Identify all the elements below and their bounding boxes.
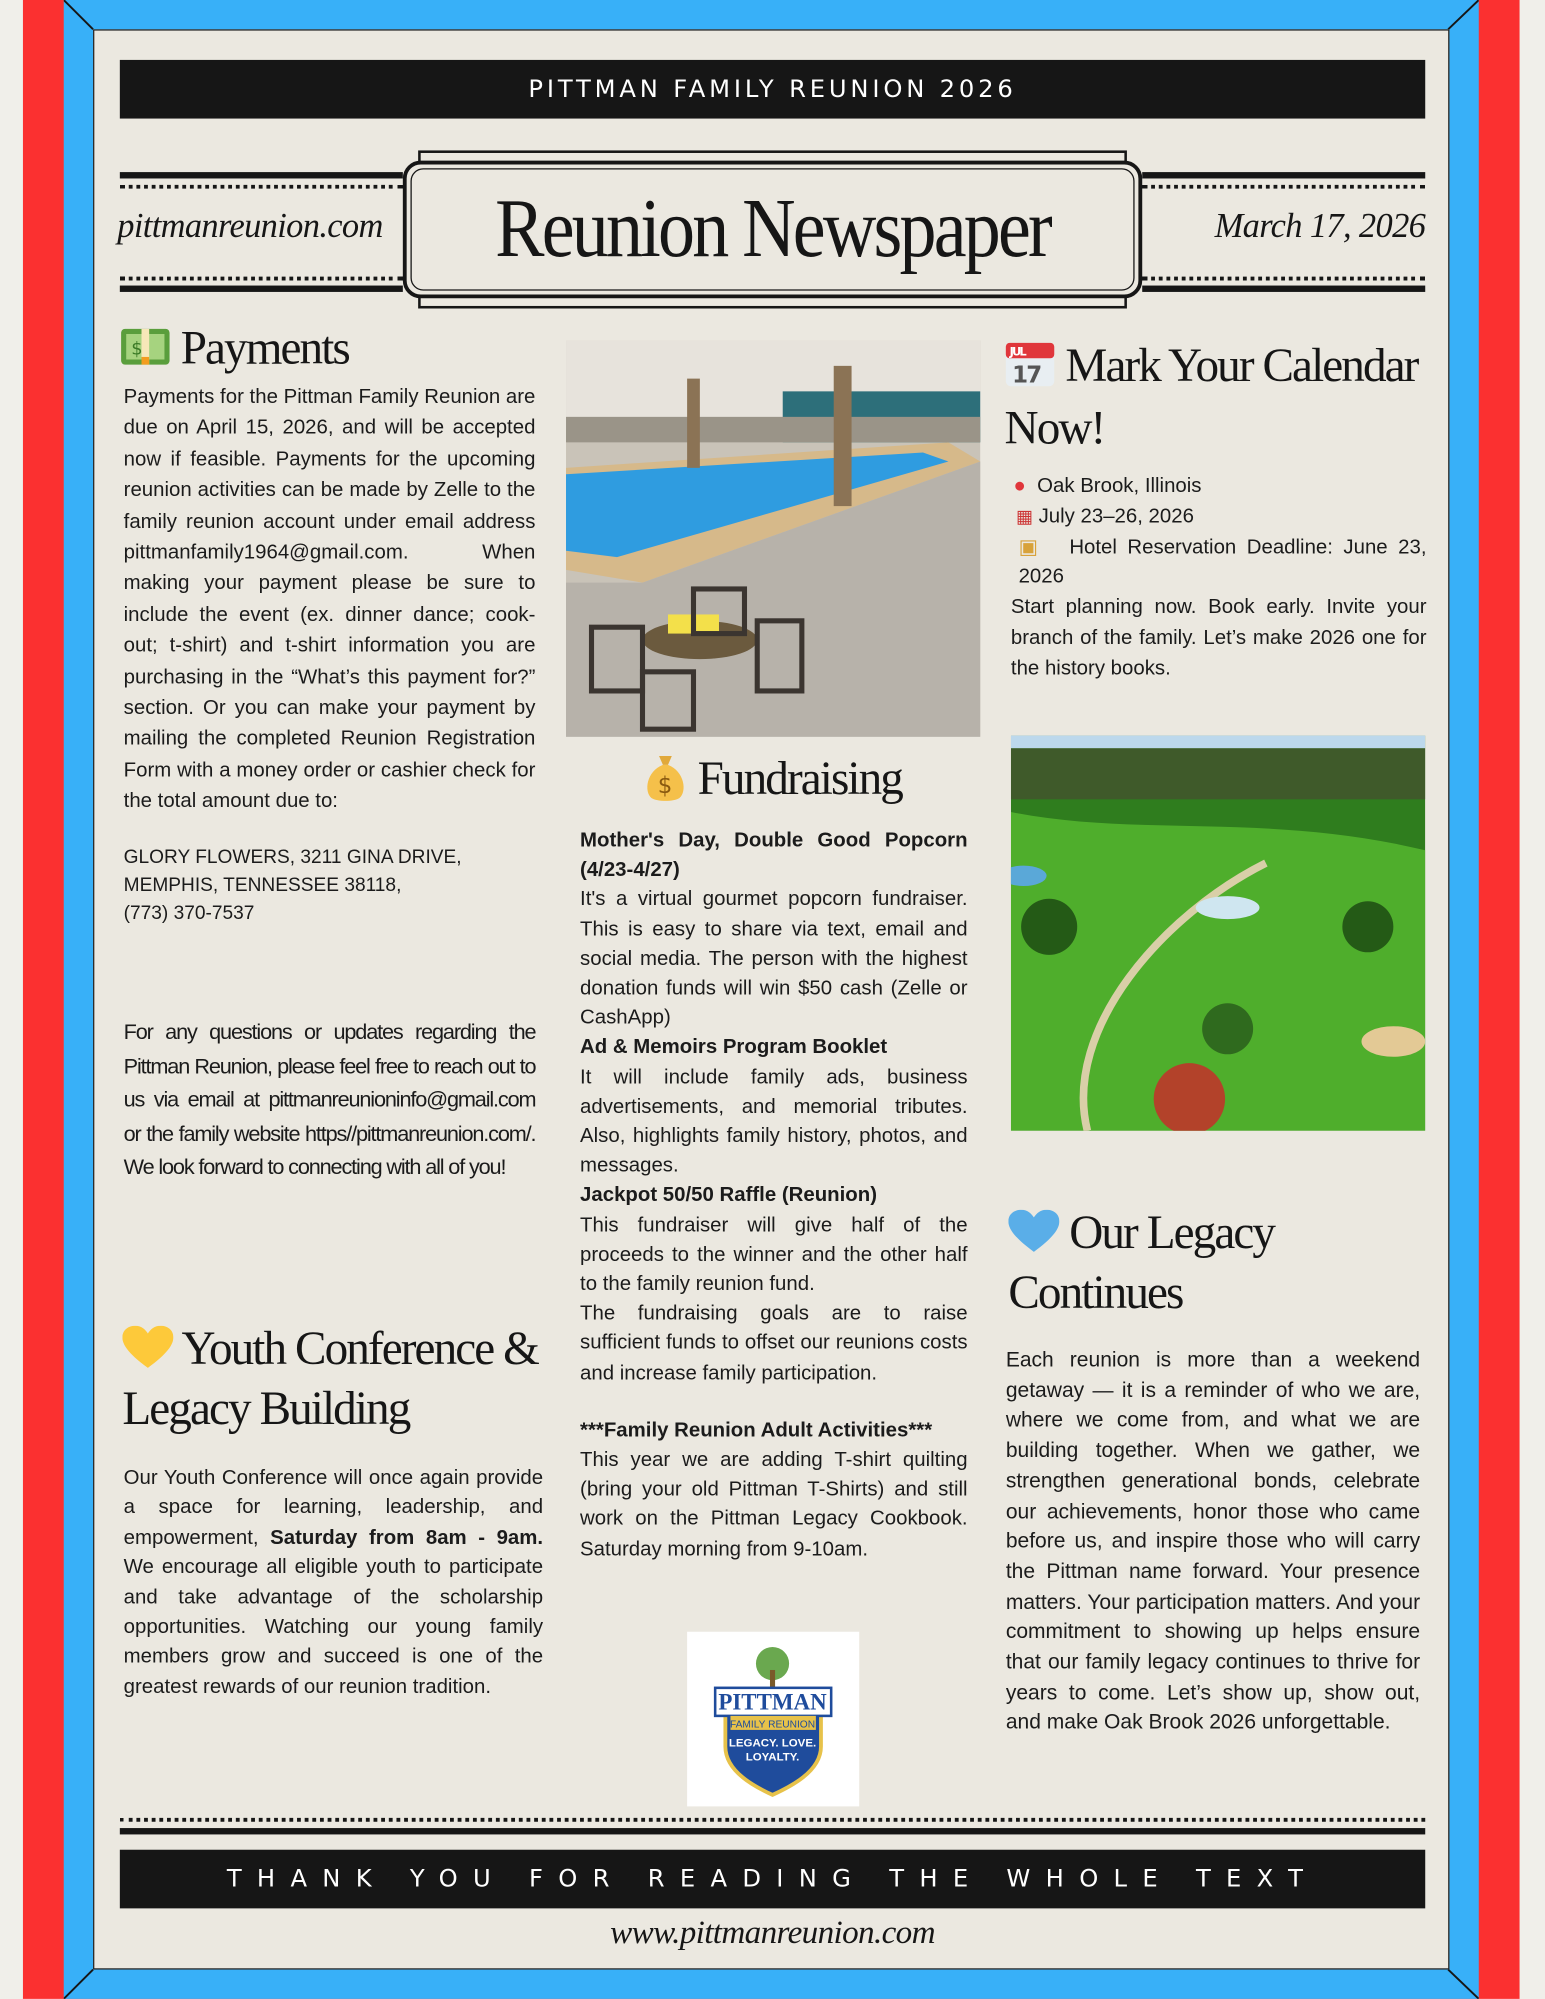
svg-text:$: $	[658, 772, 672, 799]
logo-name: PITTMAN	[718, 1689, 827, 1715]
dates: ▦ July 23–26, 2026	[1016, 505, 1194, 528]
fundraising-body: Mother's Day, Double Good Popcorn (4/23-4/27) It's a virtual gourmet popcorn fundraiser. This is easy to share via text, email and social media. The person with the highest donation funds will win $50 cash (Zelle or CashApp) Ad & Memoirs Program Booklet It will include family ads, business advertisements, and memorial tributes. Also, highlights family history, photos, and messages. Jackpot 50/50 Raffle (Reunion) This fundraiser will give half of the proceeds to the winner and the other half to the family reunion fund. The fundraising goals are to raise sufficient funds to offset our reunions costs and increase family participation. ***Family Reunion Adult Activities*** This year we are adding T-shirt quilting (bring your old Pittman T-Shirts) and still work on the Pittman Legacy Cookbook. Saturday morning from 9-10am.	[580, 829, 968, 1560]
divider	[120, 1818, 1425, 1822]
top-banner: PITTMAN FAMILY REUNION 2026	[120, 60, 1425, 119]
divider	[120, 1828, 1425, 1834]
divider	[120, 185, 403, 189]
divider	[1142, 277, 1425, 281]
divider	[120, 172, 403, 178]
svg-text:FAMILY REUNION: FAMILY REUNION	[729, 1719, 816, 1731]
payments-heading: $ Payments	[120, 321, 349, 380]
footer-banner: THANK YOU FOR READING THE WHOLE TEXT	[120, 1850, 1425, 1909]
payments-body: Payments for the Pittman Family Reunion are due on April 15, 2026, and will be accepted now if feasible. Payments for the upcoming reunion activities can be made by Zelle to the family reunion account under email address pittmanfamily1964@gmail.com. When making your payment please be sure to include the event (ex. dinner dance; cook-out; t-shirt) and t-shirt information you are purchasing in the “What’s this payment for?” section. Or you can make your payment by mailing the completed Reunion Registration Form with a money order or cashier check for the total amount due to: GLORY FLOWERS, 3211 GINA DRIVE, MEMPHIS, TENNESSEE 38118, (773) 370-7537	[123, 386, 536, 924]
divider	[120, 286, 403, 292]
calendar-small-icon: ▦	[1016, 505, 1033, 527]
masthead	[403, 150, 1142, 308]
svg-text:$: $	[131, 338, 141, 360]
fundraising-heading: $ Fundraising	[566, 752, 980, 814]
divider	[120, 277, 403, 281]
svg-text:LOYALTY.: LOYALTY.	[745, 1751, 800, 1764]
money-bag-icon	[644, 753, 687, 814]
hotel-icon: ▣	[1018, 536, 1038, 558]
contact-info: For any questions or updates regarding the Pittman Reunion, please feel free to reach out to us via email at pittmanreunioninfo@gmail.com or the family website https//pittmanreunion.com/. We look forward to connecting with all of you!	[123, 1019, 536, 1180]
calendar-details: ● Oak Brook, Illinois ▦ July 23–26, 2026 ▣ Hotel Reservation Deadline: June 23, 2026 Start planning now. Book early. Invite your branch of the family. Let’s make 2026 one for the history books.	[1011, 472, 1427, 684]
yellow-heart-icon	[122, 1325, 173, 1381]
legacy-heading: Our Legacy Continues	[1008, 1207, 1275, 1319]
calendar-icon	[1005, 340, 1056, 401]
money-icon	[120, 325, 171, 380]
location: ● Oak Brook, Illinois	[1013, 475, 1202, 498]
svg-text:17: 17	[1012, 361, 1041, 388]
divider	[1142, 185, 1425, 189]
hotel-deadline: ▣ Hotel Reservation Deadline: June 23, 2026	[1018, 536, 1427, 589]
pin-icon: ●	[1013, 475, 1026, 498]
youth-body: Our Youth Conference will once again provide a space for learning, leadership, and empowerment, Saturday from 8am - 9am. We encourage all eligible youth to participate and take advantage of the scholarship opportunities. Watching our young family members grow and succeed is one of the greatest rewards of our reunion tradition.	[123, 1467, 544, 1698]
legacy-body: Each reunion is more than a weekend getaway — it is a reminder of who we are, where we come from, and what we are building together. When we gather, we strengthen generational bonds, celebrate our achievements, honor those who came before us, and inspire those who will carry the Pittman name forward. Your presence matters. Your participation matters. And your commitment to showing up helps ensure that our family legacy continues to thrive for years to come. Let’s show up, show out, and make Oak Brook 2026 unforgettable.	[1005, 1348, 1421, 1735]
pool-photo	[566, 340, 980, 736]
footer-website-link[interactable]: www.pittmanreunion.com	[610, 1913, 935, 1951]
pittman-logo	[687, 1632, 859, 1807]
divider	[1142, 172, 1425, 178]
svg-text:JUL: JUL	[1009, 344, 1025, 359]
issue-date: March 17, 2026	[1214, 206, 1426, 245]
calendar-heading: JUL 17 Mark Your Calendar Now!	[1004, 340, 1418, 455]
blue-heart-icon	[1008, 1209, 1059, 1265]
divider	[1142, 286, 1425, 292]
page-title: Reunion Newspaper	[495, 182, 1050, 276]
golf-course-photo	[1011, 736, 1425, 1131]
svg-text:LEGACY. LOVE.: LEGACY. LOVE.	[728, 1737, 817, 1750]
website-link[interactable]: pittmanreunion.com	[117, 206, 383, 245]
youth-heading: Youth Conference & Legacy Building	[122, 1323, 538, 1435]
